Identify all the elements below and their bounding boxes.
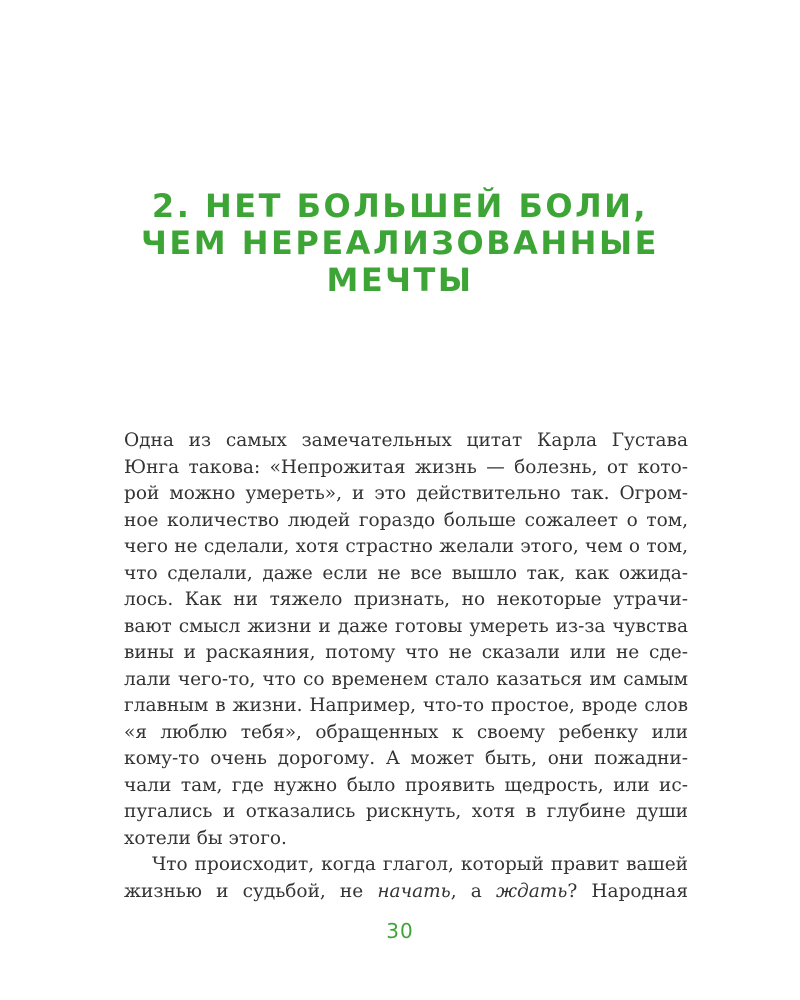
text-line: рой можно умереть», и это действительно так. Огром- bbox=[124, 483, 688, 504]
text-line-with-emphasis bbox=[124, 879, 688, 906]
text-line: главным в жизни. Например, что-то простое, вроде слов bbox=[124, 695, 688, 716]
text-line: пугались и отказались рискнуть, хотя в глубине души bbox=[124, 801, 688, 822]
text-line: вают смысл жизни и даже готовы умереть из-за чувства bbox=[124, 615, 688, 637]
text-line: Что происходит, когда глагол, который правит вашей bbox=[152, 854, 688, 875]
chapter-title-line-1: 2. НЕТ БОЛЬШЕЙ БОЛИ, bbox=[151, 187, 649, 225]
text-line: ное количество людей гораздо больше сожалеет о том, bbox=[124, 509, 688, 531]
text-line: кому-то очень дорогому. А может быть, они пожадни- bbox=[124, 748, 688, 769]
emphasis-word: ждать bbox=[495, 880, 568, 902]
text-segment: жизнью и судьбой, не bbox=[124, 880, 378, 902]
text-line: лось. Как ни тяжело признать, но некоторые утрачи- bbox=[124, 589, 688, 610]
paragraph-2 bbox=[124, 852, 688, 905]
text-line: чего не сделали, хотя страстно желали этого, чем о том, bbox=[124, 536, 688, 557]
chapter-title-line-3: МЕЧТЫ bbox=[326, 261, 474, 299]
chapter-title-line-2: ЧЕМ НЕРЕАЛИЗОВАННЫЕ bbox=[141, 224, 659, 262]
text-segment: , а bbox=[450, 880, 496, 902]
text-line: что сделали, даже если не все вышло так, как ожида- bbox=[124, 562, 688, 584]
page-number: 30 bbox=[386, 919, 414, 943]
text-line: хотели бы этого. bbox=[124, 827, 287, 849]
emphasis-word: начать bbox=[377, 880, 451, 902]
paragraph-1 bbox=[124, 428, 688, 852]
text-line: Юнга такова: «Непрожитая жизнь — болезнь, от кото- bbox=[124, 456, 688, 478]
chapter-title bbox=[100, 188, 700, 299]
text-segment: ? Народная bbox=[567, 880, 688, 902]
text-line: чали там, где нужно было проявить щедрость, или ис- bbox=[124, 774, 688, 796]
text-line: «я люблю тебя», обращенных к своему ребенку или bbox=[124, 721, 688, 743]
text-line: вины и раскаяния, потому что не сказали или не сде- bbox=[124, 642, 688, 663]
text-line: лали чего-то, что со временем стало казаться им самым bbox=[124, 668, 688, 690]
body-text bbox=[124, 428, 688, 905]
text-line: Одна из самых замечательных цитат Карла Густава bbox=[124, 430, 688, 451]
